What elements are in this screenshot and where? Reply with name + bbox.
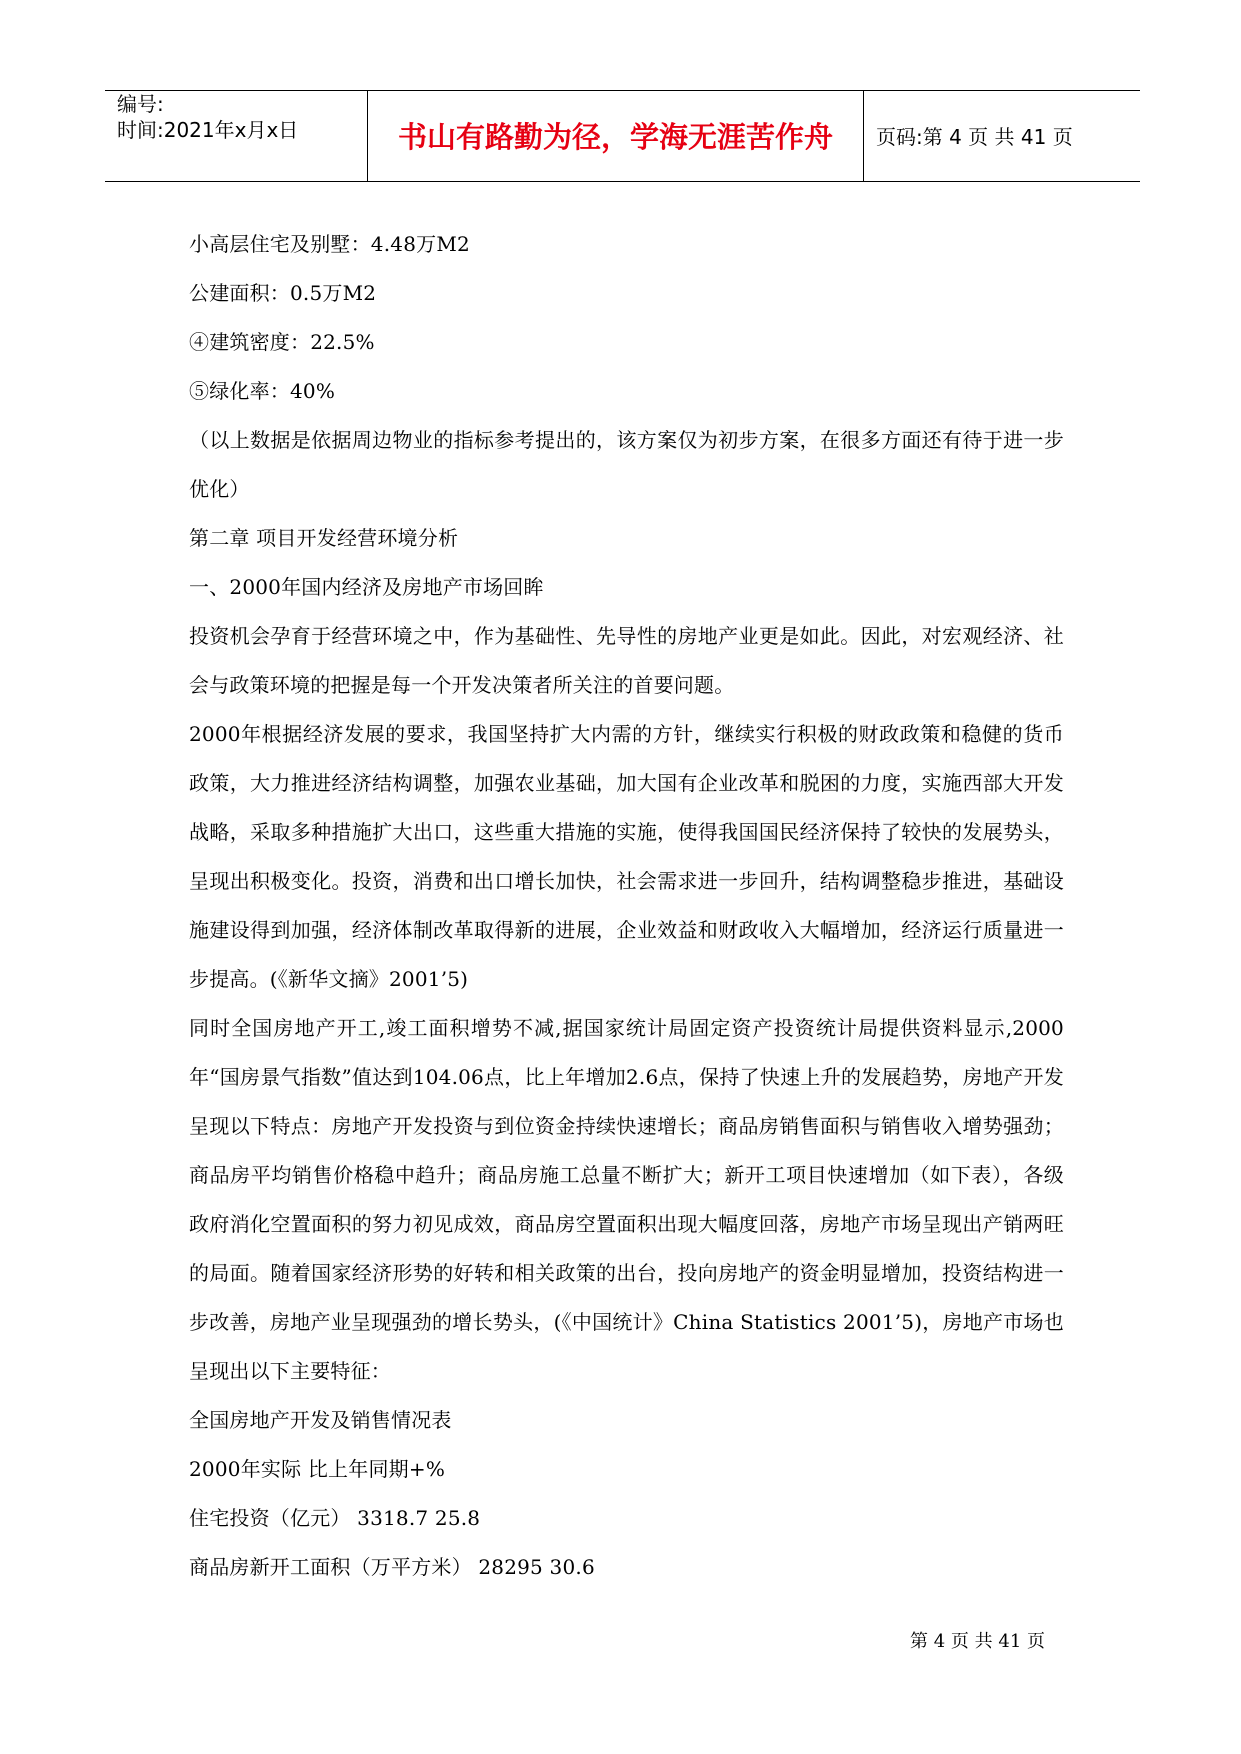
body-paragraph: 2000年根据经济发展的要求，我国坚持扩大内需的方针，继续实行积极的财政政策和稳健的货币政策，大力推进经济结构调整，加强农业基础，加大国有企业改革和脱困的力度，实施西部大开发战略，采取多种措施扩大出口，这些重大措施的实施，使得我国国民经济保持了较快的发展势头，呈现出积极变化。投资，消费和出口增长加快，社会需求进一步回升，结构调整稳步推进，基础设施建设得到加强，经济体制改革取得新的进展，企业效益和财政收入大幅增加，经济运行质量进一步提高。(《新华文摘》2001’5) bbox=[189, 722, 1064, 991]
body-paragraph: 投资机会孕育于经营环境之中，作为基础性、先导性的房地产业更是如此。因此，对宏观经济、社会与政策环境的把握是每一个开发决策者所关注的首要问题。 bbox=[189, 624, 1064, 697]
body-line: ⑤绿化率：40% bbox=[189, 379, 336, 403]
table-row: 住宅投资（亿元） 3318.7 25.8 bbox=[189, 1506, 481, 1530]
document-number-label: 编号: bbox=[117, 92, 164, 116]
page-footer: 第 4 页 共 41 页 bbox=[910, 1631, 1045, 1652]
document-body bbox=[189, 220, 1064, 1592]
body-line: 小高层住宅及别墅：4.48万M2 bbox=[189, 232, 470, 256]
table-row: 商品房新开工面积（万平方米） 28295 30.6 bbox=[189, 1555, 595, 1579]
body-paragraph: 同时全国房地产开工,竣工面积增势不减,据国家统计局固定资产投资统计局提供资料显示,2000年“国房景气指数”值达到104.06点，比上年增加2.6点，保持了快速上升的发展趋势，房地产开发呈现以下特点：房地产开发投资与到位资金持续快速增长；商品房销售面积与销售收入增势强劲；商品房平均销售价格稳中趋升；商品房施工总量不断扩大；新开工项目快速增加（如下表），各级政府消化空置面积的努力初见成效，商品房空置面积出现大幅度回落，房地产市场呈现出产销两旺的局面。随着国家经济形势的好转和相关政策的出台，投向房地产的资金明显增加，投资结构进一步改善，房地产业呈现强劲的增长势头，(《中国统计》China Statistics 2001’5)，房地产市场也呈现出以下主要特征： bbox=[189, 1016, 1064, 1383]
page-header bbox=[105, 90, 1140, 182]
chapter-heading: 第二章 项目开发经营环境分析 bbox=[189, 526, 459, 550]
table-title: 全国房地产开发及销售情况表 bbox=[189, 1408, 452, 1432]
header-page-number: 页码:第 4 页 共 41 页 bbox=[876, 125, 1073, 149]
header-motto: 书山有路勤为径，学海无涯苦作舟 bbox=[368, 91, 864, 181]
table-header-row: 2000年实际 比上年同期+% bbox=[189, 1457, 446, 1481]
document-time-label: 时间:2021年x月x日 bbox=[117, 118, 299, 142]
header-meta bbox=[105, 91, 368, 181]
body-line: 公建面积：0.5万M2 bbox=[189, 281, 377, 305]
body-paragraph: （以上数据是依据周边物业的指标参考提出的，该方案仅为初步方案，在很多方面还有待于进一步优化） bbox=[189, 428, 1064, 501]
section-heading: 一、2000年国内经济及房地产市场回眸 bbox=[189, 575, 544, 599]
body-line: ④建筑密度：22.5% bbox=[189, 330, 375, 354]
